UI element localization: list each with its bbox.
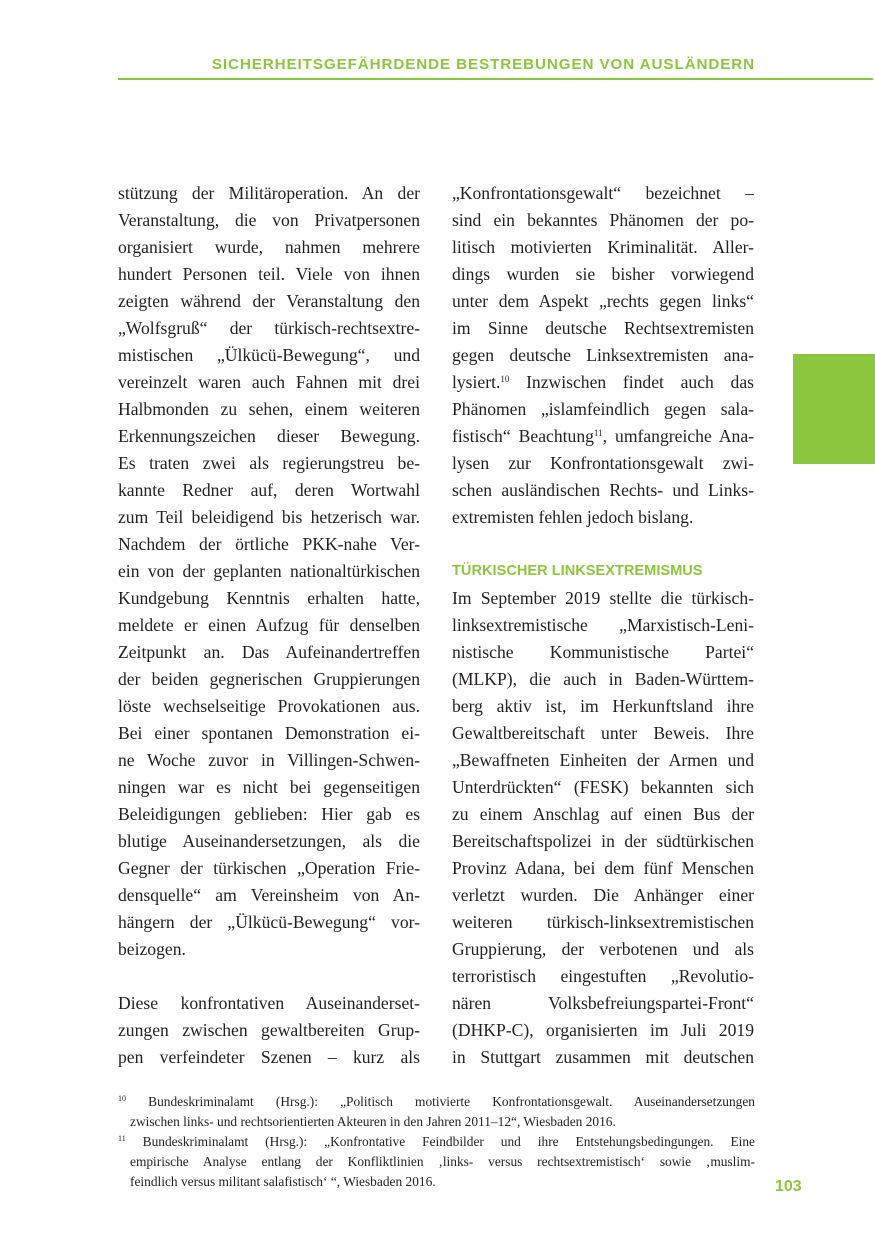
footnote-line: empirische Analyse entlang der Konfliktlinien ‚links- versus rechtsextremistisch‘ sowie ‚muslim- xyxy=(130,1154,755,1169)
footnote-10 xyxy=(118,1092,755,1132)
text-line: organisiert wurde, nahmen mehrere xyxy=(118,237,420,257)
text-line: verletzt wurden. Die Anhänger einer xyxy=(452,885,754,905)
text-line: litisch motivierten Kriminalität. Aller- xyxy=(452,237,754,257)
header-rule xyxy=(118,78,873,80)
text-line: kannte Redner auf, deren Wortwahl xyxy=(118,480,420,500)
chapter-side-tab xyxy=(793,354,875,464)
footnote-text: Bundeskriminalamt (Hrsg.): „Politisch motivierte Konfrontationsgewalt. Auseinandersetzungen xyxy=(126,1094,755,1109)
text-line: Gewaltbereitschaft unter Beweis. Ihre xyxy=(452,723,754,743)
text-line: hundert Personen teil. Viele von ihnen xyxy=(118,264,420,284)
footnote-line: zwischen links- und rechtsorientierten Akteuren in den Jahren 2011–12“, Wiesbaden 2016. xyxy=(130,1114,616,1129)
text-line xyxy=(452,369,754,396)
text-line: weiteren türkisch-linksextremistischen xyxy=(452,912,754,932)
page-number: 103 xyxy=(775,1178,802,1195)
text-line: Im September 2019 stellte die türkisch- xyxy=(452,588,754,608)
text-line: (MLKP), die auch in Baden-Württem- xyxy=(452,669,754,689)
text-line: „Konfrontationsgewalt“ bezeichnet – xyxy=(452,183,754,203)
text-line: meldete er einen Aufzug für denselben xyxy=(118,615,420,635)
footnote-line xyxy=(118,1092,755,1112)
text-line: (DHKP-C), organisierten im Juli 2019 xyxy=(452,1020,754,1040)
text-fragment: Inzwischen findet auch das xyxy=(509,372,754,392)
footnote-marker: 11 xyxy=(118,1134,126,1143)
text-fragment: , umfangreiche Ana- xyxy=(602,426,754,446)
text-line: vereinzelt waren auch Fahnen mit drei xyxy=(118,372,420,392)
text-line: Beleidigungen geblieben: Hier gab es xyxy=(118,804,420,824)
text-line: terroristisch eingestuften „Revolutio- xyxy=(452,966,754,986)
text-line: Bei einer spontanen Demonstration ei- xyxy=(118,723,420,743)
text-fragment: fistisch“ Beachtung xyxy=(452,426,594,446)
text-line: nistische Kommunistische Partei“ xyxy=(452,642,754,662)
left-paragraph-2 xyxy=(118,990,420,1071)
text-line: zungen zwischen gewaltbereiten Grup- xyxy=(118,1020,420,1040)
footnote-11 xyxy=(118,1132,755,1192)
text-line: Veranstaltung, die von Privatpersonen xyxy=(118,210,420,230)
right-column xyxy=(452,180,754,1071)
text-line: „Bewaffneten Einheiten der Armen und xyxy=(452,750,754,770)
text-line: lysen zur Konfrontationsgewalt zwi- xyxy=(452,453,754,473)
text-line: löste wechselseitige Provokationen aus. xyxy=(118,696,420,716)
text-line: hängern der „Ülkücü-Bewegung“ vor- xyxy=(118,912,420,932)
text-line: dings wurden sie bisher vorwiegend xyxy=(452,264,754,284)
footnote-line xyxy=(118,1132,755,1152)
text-line: Unterdrückten“ (FESK) bekannten sich xyxy=(452,777,754,797)
text-line: densquelle“ am Vereinsheim von An- xyxy=(118,885,420,905)
footnote-marker: 10 xyxy=(118,1094,126,1103)
text-line xyxy=(452,423,754,450)
footnote-line: feindlich versus militant salafistisch‘ “, Wiesbaden 2016. xyxy=(130,1174,436,1189)
text-line: „Wolfsgruß“ der türkisch-rechtsextre- xyxy=(118,318,420,338)
left-paragraph-1 xyxy=(118,180,420,963)
text-line: Phänomen „islamfeindlich gegen sala- xyxy=(452,399,754,419)
text-line: Provinz Adana, bei dem fünf Menschen xyxy=(452,858,754,878)
text-line: Diese konfrontativen Auseinanderset- xyxy=(118,993,420,1013)
text-line: Nachdem der örtliche PKK-nahe Ver- xyxy=(118,534,420,554)
text-line: im Sinne deutsche Rechtsextremisten xyxy=(452,318,754,338)
left-column xyxy=(118,180,420,1071)
text-line: Bereitschaftspolizei in der südtürkischen xyxy=(452,831,754,851)
text-fragment: lysiert. xyxy=(452,372,501,392)
paragraph-gap xyxy=(452,531,754,558)
right-paragraph-1 xyxy=(452,180,754,531)
text-line: zum Teil beleidigend bis hetzerisch war. xyxy=(118,507,420,527)
text-line: ningen war es nicht bei gegenseitigen xyxy=(118,777,420,797)
text-line: Halbmonden zu sehen, einem weiteren xyxy=(118,399,420,419)
text-line: blutige Auseinandersetzungen, als die xyxy=(118,831,420,851)
text-line: berg aktiv ist, im Herkunftsland ihre xyxy=(452,696,754,716)
text-line: beizogen. xyxy=(118,939,186,959)
right-paragraph-2 xyxy=(452,585,754,1071)
paragraph-gap xyxy=(118,963,420,990)
text-line: ein von der geplanten nationaltürkischen xyxy=(118,561,420,581)
text-line: unter dem Aspekt „rechts gegen links“ xyxy=(452,291,754,311)
text-line: zu einem Anschlag auf einen Bus der xyxy=(452,804,754,824)
text-line: zeigten während der Veranstaltung den xyxy=(118,291,420,311)
text-line: Kundgebung Kenntnis erhalten hatte, xyxy=(118,588,420,608)
footnote-ref-10[interactable]: 10 xyxy=(500,374,510,384)
text-line: Es traten zwei als regierungstreu be- xyxy=(118,453,420,473)
text-line: ne Woche zuvor in Villingen-Schwen- xyxy=(118,750,420,770)
text-line: Gruppierung, der verbotenen und als xyxy=(452,939,754,959)
text-line: nären Volksbefreiungspartei-Front“ xyxy=(452,993,754,1013)
text-line: stützung der Militäroperation. An der xyxy=(118,183,420,203)
footnote-ref-11[interactable]: 11 xyxy=(593,428,603,438)
text-line: Gegner der türkischen „Operation Frie- xyxy=(118,858,420,878)
text-line: pen verfeindeter Szenen – kurz als xyxy=(118,1047,420,1067)
text-line: sind ein bekanntes Phänomen der po- xyxy=(452,210,754,230)
text-line: in Stuttgart zusammen mit deutschen xyxy=(452,1047,754,1067)
text-line: mistischen „Ülkücü-Bewegung“, und xyxy=(118,345,420,365)
text-line: Zeitpunkt an. Das Aufeinandertreffen xyxy=(118,642,420,662)
footnotes xyxy=(118,1092,755,1192)
text-line: schen ausländischen Rechts- und Links- xyxy=(452,480,754,500)
text-line: der beiden gegnerischen Gruppierungen xyxy=(118,669,420,689)
section-heading: TÜRKISCHER LINKSEXTREMISMUS xyxy=(452,563,703,579)
text-line: Erkennungszeichen dieser Bewegung. xyxy=(118,426,420,446)
text-line: extremisten fehlen jedoch bislang. xyxy=(452,507,694,527)
text-line: gegen deutsche Linksextremisten ana- xyxy=(452,345,754,365)
footnote-text: Bundeskriminalamt (Hrsg.): „Konfrontative Feindbilder und ihre Entstehungsbedingungen. Eine xyxy=(125,1134,755,1149)
text-line: linksextremistische „Marxistisch-Leni- xyxy=(452,615,754,635)
running-header-title: SICHERHEITSGEFÄHRDENDE BESTREBUNGEN VON AUSLÄNDERN xyxy=(211,56,755,73)
